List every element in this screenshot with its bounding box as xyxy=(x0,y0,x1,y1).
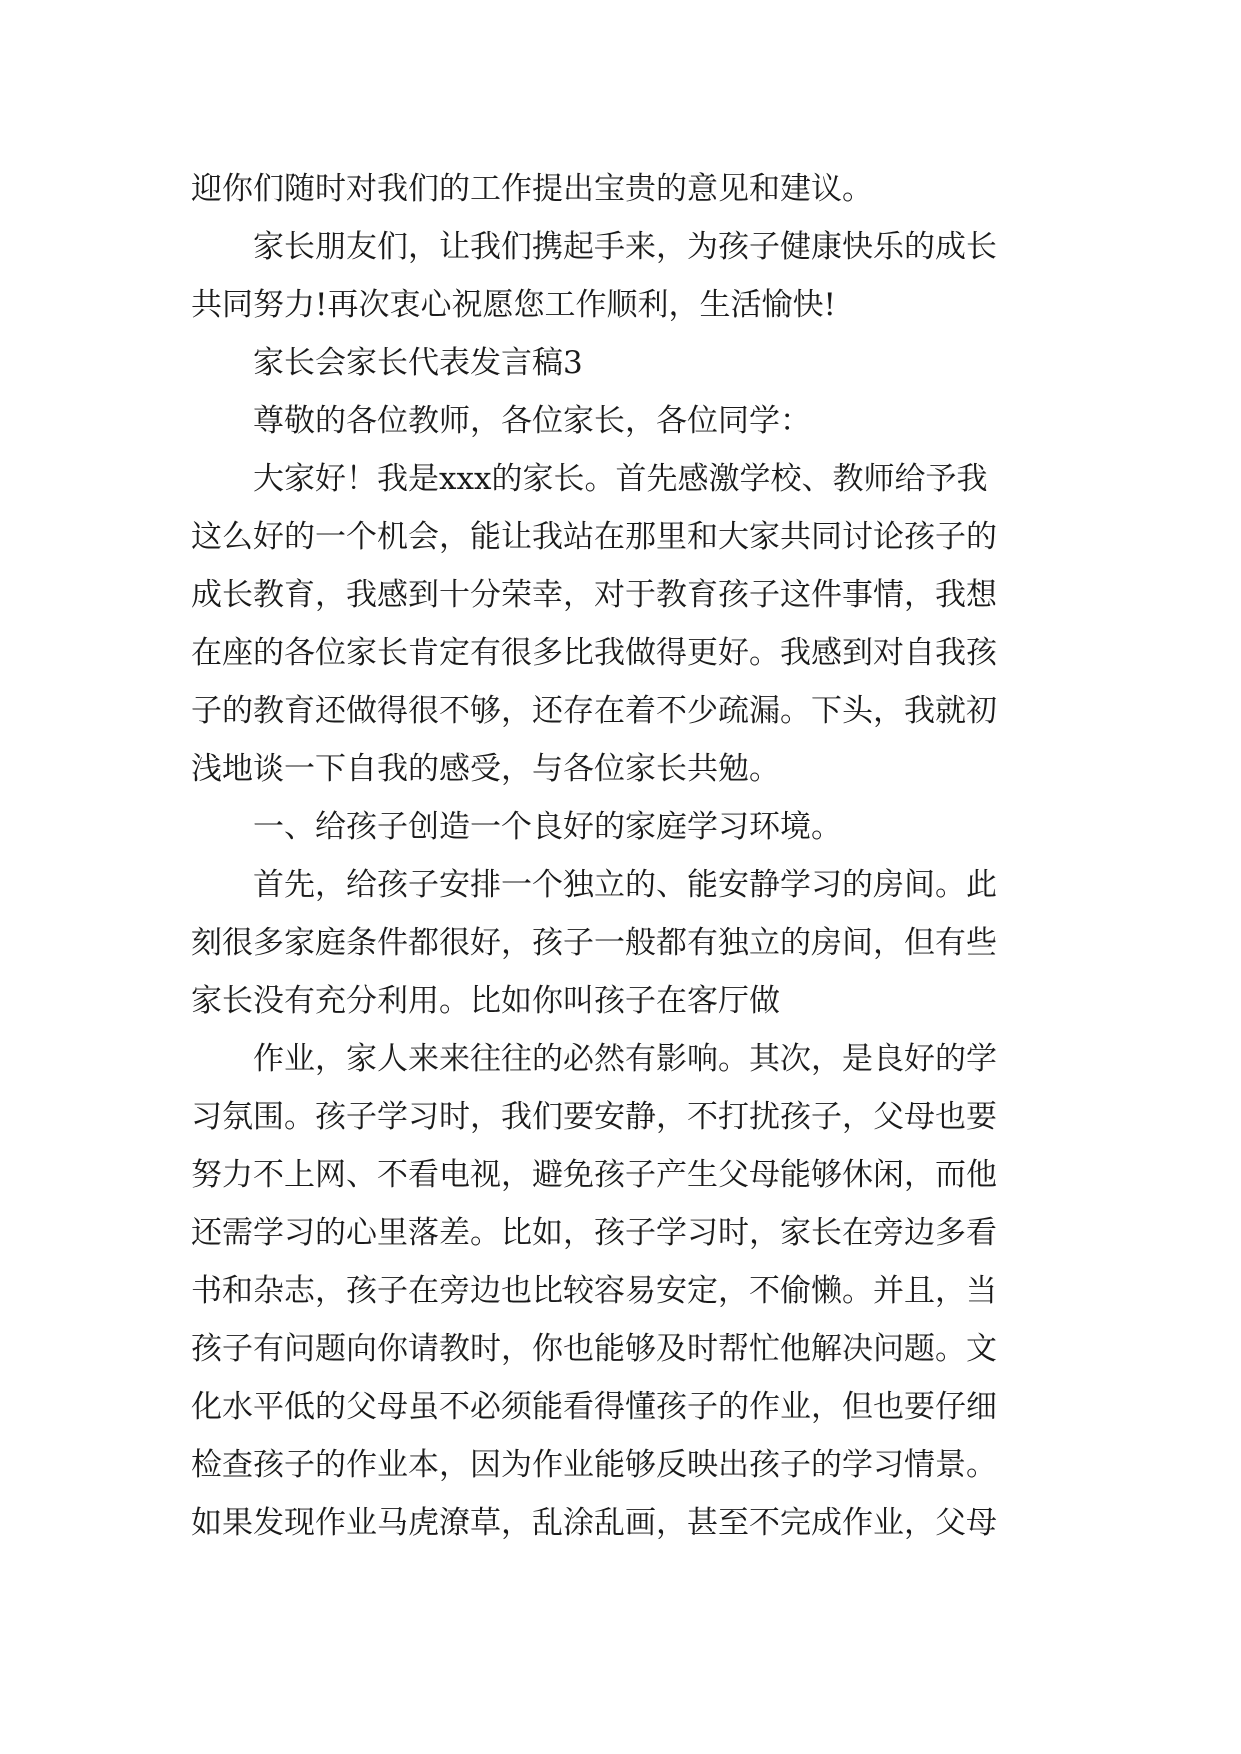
text-line: 检查孩子的作业本，因为作业能够反映出孩子的学习情景。 xyxy=(191,1447,997,1483)
text-line: 共同努力!再次衷心祝愿您工作顺利，生活愉快! xyxy=(191,287,836,323)
text-line: 化水平低的父母虽不必须能看得懂孩子的作业，但也要仔细 xyxy=(191,1389,997,1425)
text-line: 这么好的一个机会，能让我站在那里和大家共同讨论孩子的 xyxy=(191,519,997,555)
document-body xyxy=(191,160,1071,1552)
text-line: 成长教育，我感到十分荣幸，对于教育孩子这件事情，我想 xyxy=(191,577,997,613)
text-line: 迎你们随时对我们的工作提出宝贵的意见和建议。 xyxy=(191,171,873,207)
text-line: 浅地谈一下自我的感受，与各位家长共勉。 xyxy=(191,751,780,787)
text-line: 大家好！我是xxx的家长。首先感激学校、教师给予我 xyxy=(253,461,988,497)
text-line: 努力不上网、不看电视，避免孩子产生父母能够休闲，而他 xyxy=(191,1157,997,1193)
text-line: 子的教育还做得很不够，还存在着不少疏漏。下头，我就初 xyxy=(191,693,997,729)
text-line: 家长没有充分利用。比如你叫孩子在客厅做 xyxy=(191,983,780,1019)
text-line: 首先，给孩子安排一个独立的、能安静学习的房间。此 xyxy=(253,867,997,903)
text-line: 刻很多家庭条件都很好，孩子一般都有独立的房间，但有些 xyxy=(191,925,997,961)
text-line: 书和杂志，孩子在旁边也比较容易安定，不偷懒。并且，当 xyxy=(191,1273,997,1309)
text-line: 如果发现作业马虎潦草，乱涂乱画，甚至不完成作业，父母 xyxy=(191,1505,997,1541)
salutation-line: 尊敬的各位教师，各位家长，各位同学： xyxy=(253,403,811,439)
text-line: 习氛围。孩子学习时，我们要安静，不打扰孩子，父母也要 xyxy=(191,1099,997,1135)
section-heading: 家长会家长代表发言稿3 xyxy=(253,345,583,381)
text-line: 家长朋友们，让我们携起手来，为孩子健康快乐的成长 xyxy=(253,229,997,265)
subheading-line: 一、给孩子创造一个良好的家庭学习环境。 xyxy=(253,809,842,845)
text-line: 作业，家人来来往往的必然有影响。其次，是良好的学 xyxy=(253,1041,997,1077)
text-line: 孩子有问题向你请教时，你也能够及时帮忙他解决问题。文 xyxy=(191,1331,997,1367)
text-line: 在座的各位家长肯定有很多比我做得更好。我感到对自我孩 xyxy=(191,635,997,671)
text-line: 还需学习的心里落差。比如，孩子学习时，家长在旁边多看 xyxy=(191,1215,997,1251)
